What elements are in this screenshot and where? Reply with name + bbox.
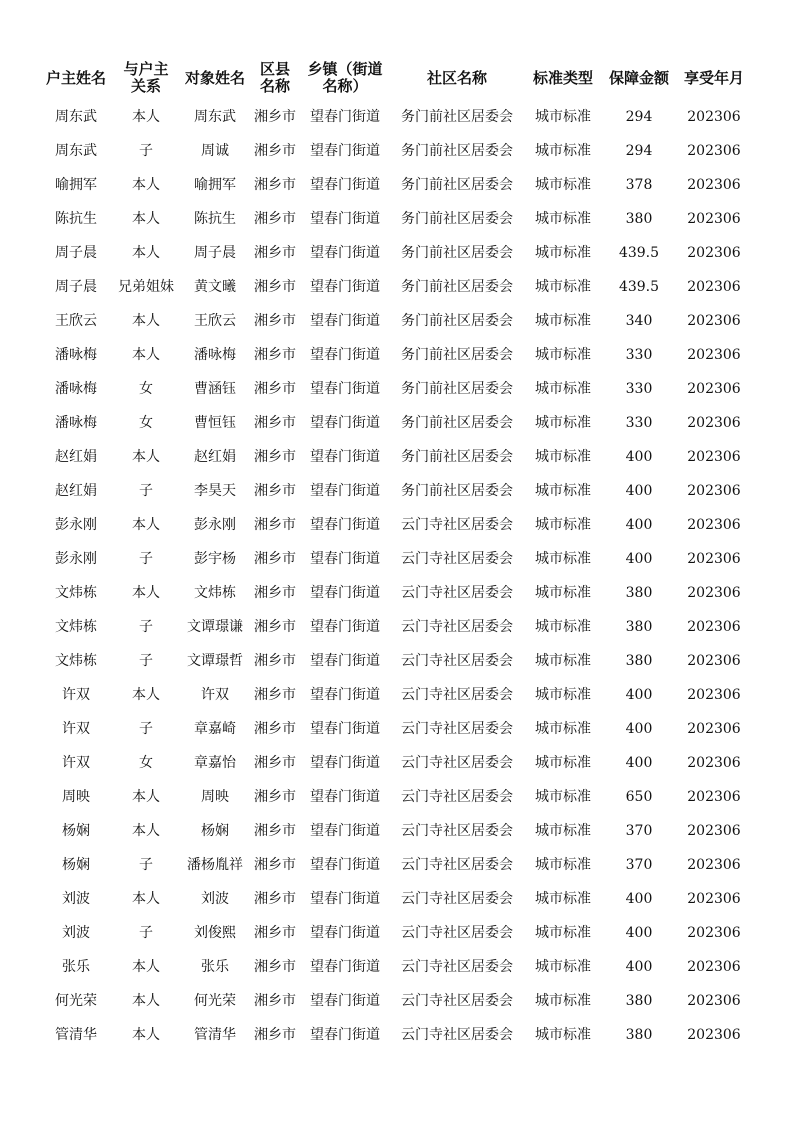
relation-cell: 本人 xyxy=(132,789,160,805)
month-cell: 202306 xyxy=(687,381,741,397)
town-cell: 望春门街道 xyxy=(310,1027,380,1043)
amount-cell: 378 xyxy=(625,177,653,193)
relation-cell: 本人 xyxy=(132,585,160,601)
col-header-town: 乡镇（街道 名称） xyxy=(307,60,383,95)
col-header-county: 区县 名称 xyxy=(259,60,290,95)
county-cell: 湘乡市 xyxy=(254,449,296,465)
table-row xyxy=(41,1018,751,1052)
householder-cell: 管清华 xyxy=(55,1027,97,1043)
county-cell: 湘乡市 xyxy=(254,993,296,1009)
amount-cell: 294 xyxy=(625,143,653,159)
householder-cell: 许双 xyxy=(62,687,90,703)
town-cell: 望春门街道 xyxy=(310,993,380,1009)
table-row xyxy=(41,508,751,542)
table-row xyxy=(41,134,751,168)
header-row xyxy=(41,56,751,100)
county-cell: 湘乡市 xyxy=(254,925,296,941)
county-cell: 湘乡市 xyxy=(254,517,296,533)
community-cell: 云门寺社区居委会 xyxy=(401,925,513,941)
community-cell: 云门寺社区居委会 xyxy=(401,789,513,805)
month-cell: 202306 xyxy=(687,925,741,941)
town-cell: 望春门街道 xyxy=(310,755,380,771)
recipient-cell: 潘咏梅 xyxy=(194,347,236,363)
month-cell: 202306 xyxy=(687,823,741,839)
col-header-month: 享受年月 xyxy=(683,68,744,87)
recipient-cell: 张乐 xyxy=(201,959,229,975)
relation-cell: 子 xyxy=(139,925,153,941)
relation-cell: 本人 xyxy=(132,449,160,465)
standard-cell: 城市标准 xyxy=(535,1027,591,1043)
month-cell: 202306 xyxy=(687,415,741,431)
town-cell: 望春门街道 xyxy=(310,925,380,941)
householder-cell: 王欣云 xyxy=(55,313,97,329)
table-row xyxy=(41,678,751,712)
table-row xyxy=(41,848,751,882)
community-cell: 务门前社区居委会 xyxy=(401,279,513,295)
community-cell: 云门寺社区居委会 xyxy=(401,653,513,669)
town-cell: 望春门街道 xyxy=(310,483,380,499)
standard-cell: 城市标准 xyxy=(535,891,591,907)
householder-cell: 潘咏梅 xyxy=(55,381,97,397)
householder-cell: 文炜栋 xyxy=(55,653,97,669)
community-cell: 务门前社区居委会 xyxy=(401,211,513,227)
month-cell: 202306 xyxy=(687,551,741,567)
town-cell: 望春门街道 xyxy=(310,891,380,907)
month-cell: 202306 xyxy=(687,721,741,737)
relation-cell: 本人 xyxy=(132,891,160,907)
standard-cell: 城市标准 xyxy=(535,381,591,397)
relation-cell: 女 xyxy=(139,755,153,771)
amount-cell: 380 xyxy=(625,619,653,635)
table-row xyxy=(41,916,751,950)
relation-cell: 子 xyxy=(139,653,153,669)
relation-cell: 子 xyxy=(139,551,153,567)
householder-cell: 陈抗生 xyxy=(55,211,97,227)
county-cell: 湘乡市 xyxy=(254,109,296,125)
amount-cell: 380 xyxy=(625,993,653,1009)
relation-cell: 子 xyxy=(139,483,153,499)
standard-cell: 城市标准 xyxy=(535,109,591,125)
householder-cell: 周东武 xyxy=(55,109,97,125)
recipient-cell: 陈抗生 xyxy=(194,211,236,227)
county-cell: 湘乡市 xyxy=(254,891,296,907)
amount-cell: 400 xyxy=(625,449,653,465)
col-header-householder: 户主姓名 xyxy=(45,68,106,87)
month-cell: 202306 xyxy=(687,517,741,533)
month-cell: 202306 xyxy=(687,177,741,193)
recipient-cell: 李昊天 xyxy=(194,483,236,499)
county-cell: 湘乡市 xyxy=(254,177,296,193)
relation-cell: 本人 xyxy=(132,959,160,975)
relation-cell: 本人 xyxy=(132,687,160,703)
standard-cell: 城市标准 xyxy=(535,687,591,703)
table-row xyxy=(41,780,751,814)
recipient-cell: 文炜栋 xyxy=(194,585,236,601)
householder-cell: 张乐 xyxy=(62,959,90,975)
householder-cell: 刘波 xyxy=(62,925,90,941)
community-cell: 务门前社区居委会 xyxy=(401,483,513,499)
amount-cell: 380 xyxy=(625,653,653,669)
county-cell: 湘乡市 xyxy=(254,585,296,601)
householder-cell: 杨娴 xyxy=(62,857,90,873)
town-cell: 望春门街道 xyxy=(310,211,380,227)
standard-cell: 城市标准 xyxy=(535,347,591,363)
town-cell: 望春门街道 xyxy=(310,143,380,159)
table-row xyxy=(41,304,751,338)
relation-cell: 子 xyxy=(139,619,153,635)
table-row xyxy=(41,406,751,440)
standard-cell: 城市标准 xyxy=(535,823,591,839)
recipient-cell: 许双 xyxy=(201,687,229,703)
month-cell: 202306 xyxy=(687,347,741,363)
householder-cell: 周东武 xyxy=(55,143,97,159)
month-cell: 202306 xyxy=(687,585,741,601)
county-cell: 湘乡市 xyxy=(254,483,296,499)
town-cell: 望春门街道 xyxy=(310,347,380,363)
amount-cell: 330 xyxy=(625,381,653,397)
town-cell: 望春门街道 xyxy=(310,517,380,533)
table-row xyxy=(41,746,751,780)
month-cell: 202306 xyxy=(687,245,741,261)
amount-cell: 400 xyxy=(625,721,653,737)
recipient-cell: 何光荣 xyxy=(194,993,236,1009)
amount-cell: 380 xyxy=(625,211,653,227)
month-cell: 202306 xyxy=(687,755,741,771)
amount-cell: 330 xyxy=(625,415,653,431)
town-cell: 望春门街道 xyxy=(310,177,380,193)
month-cell: 202306 xyxy=(687,687,741,703)
standard-cell: 城市标准 xyxy=(535,551,591,567)
householder-cell: 周子晨 xyxy=(55,279,97,295)
month-cell: 202306 xyxy=(687,891,741,907)
month-cell: 202306 xyxy=(687,143,741,159)
county-cell: 湘乡市 xyxy=(254,857,296,873)
town-cell: 望春门街道 xyxy=(310,381,380,397)
standard-cell: 城市标准 xyxy=(535,483,591,499)
county-cell: 湘乡市 xyxy=(254,687,296,703)
relation-cell: 本人 xyxy=(132,109,160,125)
standard-cell: 城市标准 xyxy=(535,143,591,159)
month-cell: 202306 xyxy=(687,857,741,873)
standard-cell: 城市标准 xyxy=(535,585,591,601)
recipient-cell: 刘俊熙 xyxy=(194,925,236,941)
county-cell: 湘乡市 xyxy=(254,755,296,771)
community-cell: 云门寺社区居委会 xyxy=(401,619,513,635)
table-row xyxy=(41,984,751,1018)
relation-cell: 本人 xyxy=(132,517,160,533)
table-row xyxy=(41,610,751,644)
relation-cell: 本人 xyxy=(132,245,160,261)
community-cell: 云门寺社区居委会 xyxy=(401,585,513,601)
amount-cell: 340 xyxy=(625,313,653,329)
month-cell: 202306 xyxy=(687,619,741,635)
amount-cell: 370 xyxy=(625,857,653,873)
month-cell: 202306 xyxy=(687,993,741,1009)
county-cell: 湘乡市 xyxy=(254,789,296,805)
amount-cell: 439.5 xyxy=(618,279,660,295)
relation-cell: 本人 xyxy=(132,211,160,227)
relation-cell: 本人 xyxy=(132,993,160,1009)
town-cell: 望春门街道 xyxy=(310,279,380,295)
community-cell: 务门前社区居委会 xyxy=(401,347,513,363)
community-cell: 云门寺社区居委会 xyxy=(401,993,513,1009)
standard-cell: 城市标准 xyxy=(535,925,591,941)
table-row xyxy=(41,882,751,916)
community-cell: 云门寺社区居委会 xyxy=(401,823,513,839)
col-header-recipient: 对象姓名 xyxy=(184,68,245,87)
standard-cell: 城市标准 xyxy=(535,313,591,329)
relation-cell: 兄弟姐妹 xyxy=(118,279,174,295)
community-cell: 云门寺社区居委会 xyxy=(401,517,513,533)
standard-cell: 城市标准 xyxy=(535,789,591,805)
roster-table xyxy=(41,56,751,1052)
householder-cell: 彭永刚 xyxy=(55,551,97,567)
month-cell: 202306 xyxy=(687,449,741,465)
standard-cell: 城市标准 xyxy=(535,993,591,1009)
relation-cell: 本人 xyxy=(132,1027,160,1043)
month-cell: 202306 xyxy=(687,959,741,975)
town-cell: 望春门街道 xyxy=(310,585,380,601)
month-cell: 202306 xyxy=(687,313,741,329)
community-cell: 云门寺社区居委会 xyxy=(401,857,513,873)
relation-cell: 本人 xyxy=(132,177,160,193)
county-cell: 湘乡市 xyxy=(254,211,296,227)
town-cell: 望春门街道 xyxy=(310,823,380,839)
recipient-cell: 章嘉崎 xyxy=(194,721,236,737)
relation-cell: 本人 xyxy=(132,823,160,839)
town-cell: 望春门街道 xyxy=(310,959,380,975)
county-cell: 湘乡市 xyxy=(254,823,296,839)
recipient-cell: 彭宇杨 xyxy=(194,551,236,567)
county-cell: 湘乡市 xyxy=(254,653,296,669)
amount-cell: 439.5 xyxy=(618,245,660,261)
county-cell: 湘乡市 xyxy=(254,245,296,261)
recipient-cell: 赵红娟 xyxy=(194,449,236,465)
town-cell: 望春门街道 xyxy=(310,415,380,431)
standard-cell: 城市标准 xyxy=(535,449,591,465)
amount-cell: 400 xyxy=(625,891,653,907)
county-cell: 湘乡市 xyxy=(254,381,296,397)
town-cell: 望春门街道 xyxy=(310,789,380,805)
householder-cell: 潘咏梅 xyxy=(55,347,97,363)
householder-cell: 文炜栋 xyxy=(55,619,97,635)
standard-cell: 城市标准 xyxy=(535,653,591,669)
table-row xyxy=(41,236,751,270)
amount-cell: 650 xyxy=(625,789,653,805)
county-cell: 湘乡市 xyxy=(254,347,296,363)
recipient-cell: 章嘉怡 xyxy=(194,755,236,771)
relation-cell: 女 xyxy=(139,381,153,397)
month-cell: 202306 xyxy=(687,279,741,295)
table-row xyxy=(41,644,751,678)
community-cell: 云门寺社区居委会 xyxy=(401,891,513,907)
county-cell: 湘乡市 xyxy=(254,959,296,975)
householder-cell: 喻拥军 xyxy=(55,177,97,193)
householder-cell: 杨娴 xyxy=(62,823,90,839)
relation-cell: 子 xyxy=(139,143,153,159)
recipient-cell: 管清华 xyxy=(194,1027,236,1043)
table-row xyxy=(41,440,751,474)
amount-cell: 370 xyxy=(625,823,653,839)
county-cell: 湘乡市 xyxy=(254,279,296,295)
month-cell: 202306 xyxy=(687,789,741,805)
recipient-cell: 彭永刚 xyxy=(194,517,236,533)
standard-cell: 城市标准 xyxy=(535,415,591,431)
recipient-cell: 喻拥军 xyxy=(194,177,236,193)
month-cell: 202306 xyxy=(687,483,741,499)
amount-cell: 400 xyxy=(625,755,653,771)
householder-cell: 潘咏梅 xyxy=(55,415,97,431)
table-row xyxy=(41,168,751,202)
amount-cell: 400 xyxy=(625,925,653,941)
community-cell: 云门寺社区居委会 xyxy=(401,687,513,703)
town-cell: 望春门街道 xyxy=(310,721,380,737)
relation-cell: 本人 xyxy=(132,313,160,329)
householder-cell: 赵红娟 xyxy=(55,483,97,499)
standard-cell: 城市标准 xyxy=(535,211,591,227)
householder-cell: 文炜栋 xyxy=(55,585,97,601)
community-cell: 务门前社区居委会 xyxy=(401,177,513,193)
month-cell: 202306 xyxy=(687,653,741,669)
amount-cell: 400 xyxy=(625,517,653,533)
community-cell: 务门前社区居委会 xyxy=(401,381,513,397)
col-header-community: 社区名称 xyxy=(426,68,487,87)
col-header-relation: 与户主 关系 xyxy=(123,60,169,95)
community-cell: 云门寺社区居委会 xyxy=(401,721,513,737)
col-header-standard: 标准类型 xyxy=(532,68,593,87)
community-cell: 云门寺社区居委会 xyxy=(401,755,513,771)
table-row xyxy=(41,474,751,508)
householder-cell: 周映 xyxy=(62,789,90,805)
community-cell: 云门寺社区居委会 xyxy=(401,959,513,975)
table-row xyxy=(41,950,751,984)
table-row xyxy=(41,270,751,304)
standard-cell: 城市标准 xyxy=(535,959,591,975)
recipient-cell: 周东武 xyxy=(194,109,236,125)
town-cell: 望春门街道 xyxy=(310,245,380,261)
community-cell: 务门前社区居委会 xyxy=(401,109,513,125)
town-cell: 望春门街道 xyxy=(310,551,380,567)
amount-cell: 400 xyxy=(625,483,653,499)
recipient-cell: 周诚 xyxy=(201,143,229,159)
relation-cell: 女 xyxy=(139,415,153,431)
recipient-cell: 潘杨胤祥 xyxy=(187,857,243,873)
recipient-cell: 周子晨 xyxy=(194,245,236,261)
town-cell: 望春门街道 xyxy=(310,449,380,465)
month-cell: 202306 xyxy=(687,109,741,125)
town-cell: 望春门街道 xyxy=(310,109,380,125)
community-cell: 云门寺社区居委会 xyxy=(401,551,513,567)
month-cell: 202306 xyxy=(687,211,741,227)
town-cell: 望春门街道 xyxy=(310,857,380,873)
county-cell: 湘乡市 xyxy=(254,619,296,635)
recipient-cell: 王欣云 xyxy=(194,313,236,329)
householder-cell: 赵红娟 xyxy=(55,449,97,465)
county-cell: 湘乡市 xyxy=(254,143,296,159)
community-cell: 务门前社区居委会 xyxy=(401,245,513,261)
standard-cell: 城市标准 xyxy=(535,721,591,737)
householder-cell: 刘波 xyxy=(62,891,90,907)
recipient-cell: 周映 xyxy=(201,789,229,805)
amount-cell: 400 xyxy=(625,687,653,703)
county-cell: 湘乡市 xyxy=(254,415,296,431)
county-cell: 湘乡市 xyxy=(254,1027,296,1043)
amount-cell: 294 xyxy=(625,109,653,125)
community-cell: 云门寺社区居委会 xyxy=(401,1027,513,1043)
table-row xyxy=(41,712,751,746)
recipient-cell: 曹涵钰 xyxy=(194,381,236,397)
town-cell: 望春门街道 xyxy=(310,653,380,669)
col-header-amount: 保障金额 xyxy=(608,68,669,87)
county-cell: 湘乡市 xyxy=(254,313,296,329)
standard-cell: 城市标准 xyxy=(535,245,591,261)
recipient-cell: 文谭璟谦 xyxy=(187,619,243,635)
amount-cell: 400 xyxy=(625,959,653,975)
amount-cell: 380 xyxy=(625,585,653,601)
table-row xyxy=(41,338,751,372)
recipient-cell: 文谭璟哲 xyxy=(187,653,243,669)
householder-cell: 彭永刚 xyxy=(55,517,97,533)
table-row xyxy=(41,542,751,576)
town-cell: 望春门街道 xyxy=(310,687,380,703)
month-cell: 202306 xyxy=(687,1027,741,1043)
town-cell: 望春门街道 xyxy=(310,313,380,329)
recipient-cell: 杨娴 xyxy=(201,823,229,839)
table-row xyxy=(41,202,751,236)
relation-cell: 本人 xyxy=(132,347,160,363)
county-cell: 湘乡市 xyxy=(254,721,296,737)
community-cell: 务门前社区居委会 xyxy=(401,313,513,329)
community-cell: 务门前社区居委会 xyxy=(401,143,513,159)
town-cell: 望春门街道 xyxy=(310,619,380,635)
table-row xyxy=(41,576,751,610)
standard-cell: 城市标准 xyxy=(535,755,591,771)
table-row xyxy=(41,814,751,848)
recipient-cell: 曹恒钰 xyxy=(194,415,236,431)
amount-cell: 400 xyxy=(625,551,653,567)
standard-cell: 城市标准 xyxy=(535,279,591,295)
householder-cell: 何光荣 xyxy=(55,993,97,1009)
recipient-cell: 黄文曦 xyxy=(194,279,236,295)
community-cell: 务门前社区居委会 xyxy=(401,449,513,465)
community-cell: 务门前社区居委会 xyxy=(401,415,513,431)
county-cell: 湘乡市 xyxy=(254,551,296,567)
amount-cell: 330 xyxy=(625,347,653,363)
householder-cell: 许双 xyxy=(62,721,90,737)
standard-cell: 城市标准 xyxy=(535,619,591,635)
standard-cell: 城市标准 xyxy=(535,517,591,533)
table-row xyxy=(41,372,751,406)
standard-cell: 城市标准 xyxy=(535,857,591,873)
table-row xyxy=(41,100,751,134)
relation-cell: 子 xyxy=(139,857,153,873)
householder-cell: 许双 xyxy=(62,755,90,771)
amount-cell: 380 xyxy=(625,1027,653,1043)
householder-cell: 周子晨 xyxy=(55,245,97,261)
standard-cell: 城市标准 xyxy=(535,177,591,193)
recipient-cell: 刘波 xyxy=(201,891,229,907)
relation-cell: 子 xyxy=(139,721,153,737)
